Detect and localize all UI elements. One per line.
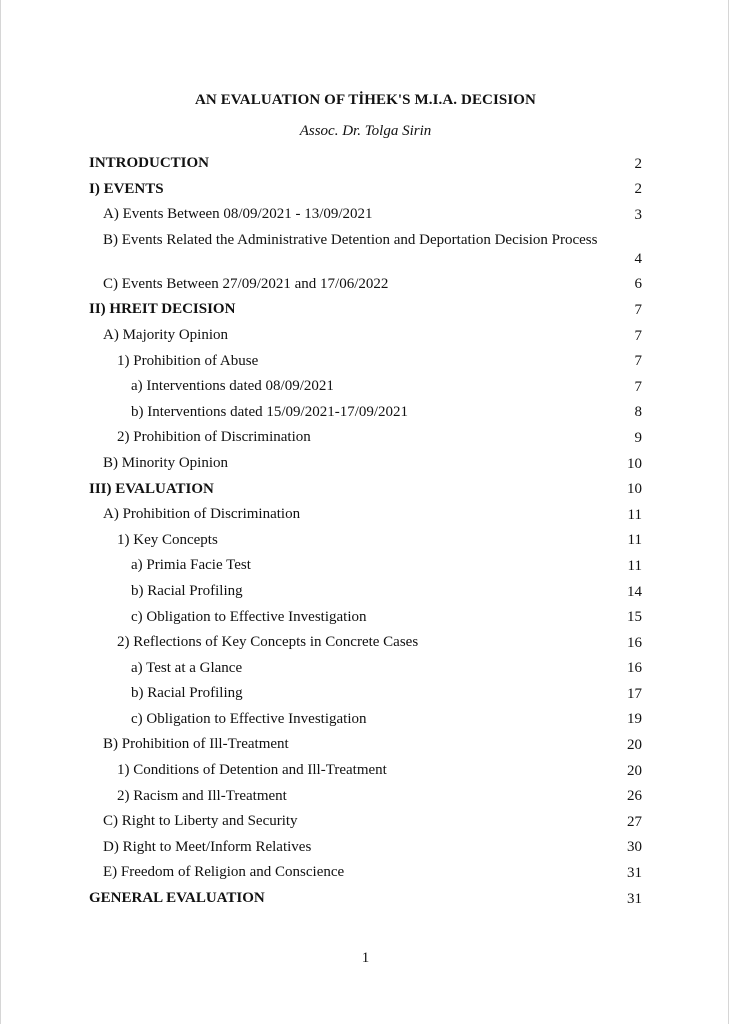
toc-entry-test-at-a-glance[interactable] [89,657,642,683]
toc-entry-page: 6 [634,276,642,293]
toc-entry-label: 2) Reflections of Key Concepts in Concrete Cases [117,634,419,651]
toc-entry-primia-facie-test[interactable] [89,554,642,580]
toc-entry-page: 9 [634,429,642,446]
toc-entry-label: A) Events Between 08/09/2021 - 13/09/2021 [103,206,373,223]
toc-entry-minority-opinion[interactable] [89,452,642,478]
toc-entry-page: 16 [627,660,642,677]
toc-entry-prohibition-of-ill-treatment[interactable] [89,733,642,759]
toc-entry-label: II) HREIT DECISION [89,301,236,318]
toc-entry-page: 11 [627,506,642,523]
toc-entry-effective-investigation[interactable] [89,606,642,632]
toc-entry-events-b[interactable] [89,229,642,273]
toc-entry-freedom-of-religion[interactable] [89,861,642,887]
toc-entry-label: D) Right to Meet/Inform Relatives [103,838,312,855]
toc-entry-page: 20 [627,737,642,754]
toc-entry-page: 31 [627,890,642,907]
toc-entry-page: 27 [627,813,642,830]
toc-entry-general-evaluation[interactable] [89,887,642,913]
toc-entry-page: 3 [634,206,642,223]
toc-entry-label: B) Events Related the Administrative Detention and Deportation Decision Process [103,231,598,248]
toc-entry-page: 30 [627,839,642,856]
toc-entry-page: 20 [627,762,642,779]
toc-entry-label: E) Freedom of Religion and Conscience [103,864,345,881]
toc-entry-label: a) Interventions dated 08/09/2021 [131,378,334,395]
toc-entry-racial-profiling[interactable] [89,580,642,606]
toc-entry-page: 17 [627,685,642,702]
toc-entry-reflections-key-concepts[interactable] [89,631,642,657]
toc-entry-page: 7 [634,353,642,370]
toc-entry-page: 15 [627,609,642,626]
toc-entry-right-to-meet-relatives[interactable] [89,836,642,862]
toc-entry-hreit-decision[interactable] [89,298,642,324]
toc-entry-page: 2 [634,181,642,198]
toc-entry-key-concepts[interactable] [89,529,642,555]
toc-entry-interventions-1509[interactable] [89,401,642,427]
toc-entry-eval-prohibition-of-discrimination[interactable] [89,503,642,529]
page-number: 1 [361,950,370,966]
toc-entry-majority-opinion[interactable] [89,324,642,350]
toc-entry-label: a) Test at a Glance [131,659,243,676]
toc-entry-events-a[interactable] [89,203,642,229]
document-author: Assoc. Dr. Tolga Sirin [299,123,432,139]
toc-entry-label: C) Events Between 27/09/2021 and 17/06/2022 [103,275,389,292]
toc-entry-page: 7 [634,301,642,318]
toc-entry-page: 11 [627,532,642,549]
document-title: AN EVALUATION OF TİHEK'S M.I.A. DECISION [194,92,536,108]
toc-entry-label: 2) Prohibition of Discrimination [117,429,311,446]
toc-entry-label: A) Majority Opinion [103,326,228,343]
toc-entry-page: 10 [627,455,642,472]
toc-entry-page: 4 [634,250,642,267]
toc-entry-label: A) Prohibition of Discrimination [103,506,301,523]
toc-entry-label: 1) Prohibition of Abuse [117,352,259,369]
toc-entry-label: I) EVENTS [89,180,164,197]
toc-entry-page: 7 [634,327,642,344]
table-of-contents [89,152,642,913]
toc-entry-label: b) Racial Profiling [131,582,243,599]
toc-entry-label: INTRODUCTION [89,155,210,171]
toc-entry-label: III) EVALUATION [89,480,214,497]
toc-entry-label: a) Primia Facie Test [131,557,251,574]
toc-entry-label: GENERAL EVALUATION [89,890,265,907]
toc-entry-label: 2) Racism and Ill-Treatment [117,787,287,804]
toc-entry-page: 16 [627,634,642,651]
toc-entry-events[interactable] [89,178,642,204]
toc-entry-right-to-liberty[interactable] [89,810,642,836]
toc-entry-label: c) Obligation to Effective Investigation [131,710,367,727]
toc-entry-label: B) Prohibition of Ill-Treatment [103,736,289,753]
toc-entry-page: 2 [634,155,642,172]
toc-entry-prohibition-of-abuse[interactable] [89,350,642,376]
toc-entry-label: B) Minority Opinion [103,454,229,471]
toc-entry-prohibition-of-discrimination[interactable] [89,426,642,452]
toc-entry-page: 10 [627,481,642,498]
toc-entry-label: b) Interventions dated 15/09/2021-17/09/2021 [131,403,409,420]
toc-entry-effective-investigation-cases[interactable] [89,708,642,734]
toc-entry-label: C) Right to Liberty and Security [103,813,298,830]
toc-entry-page: 8 [634,404,642,421]
toc-entry-label: c) Obligation to Effective Investigation [131,608,367,625]
toc-entry-interventions-0809[interactable] [89,375,642,401]
toc-entry-page: 14 [627,583,642,600]
toc-entry-racism-ill-treatment[interactable] [89,785,642,811]
toc-entry-events-c[interactable] [89,273,642,299]
toc-entry-conditions-of-detention[interactable] [89,759,642,785]
toc-entry-page: 7 [634,378,642,395]
toc-entry-page: 26 [627,788,642,805]
toc-entry-page: 31 [627,865,642,882]
toc-entry-racial-profiling-cases[interactable] [89,682,642,708]
toc-entry-label: 1) Conditions of Detention and Ill-Treatment [117,762,387,779]
toc-entry-evaluation[interactable] [89,478,642,504]
toc-entry-page: 11 [627,557,642,574]
toc-entry-introduction[interactable] [89,152,642,178]
toc-entry-page: 19 [627,711,642,728]
toc-entry-label: 1) Key Concepts [117,531,218,548]
toc-entry-label: b) Racial Profiling [131,685,243,702]
